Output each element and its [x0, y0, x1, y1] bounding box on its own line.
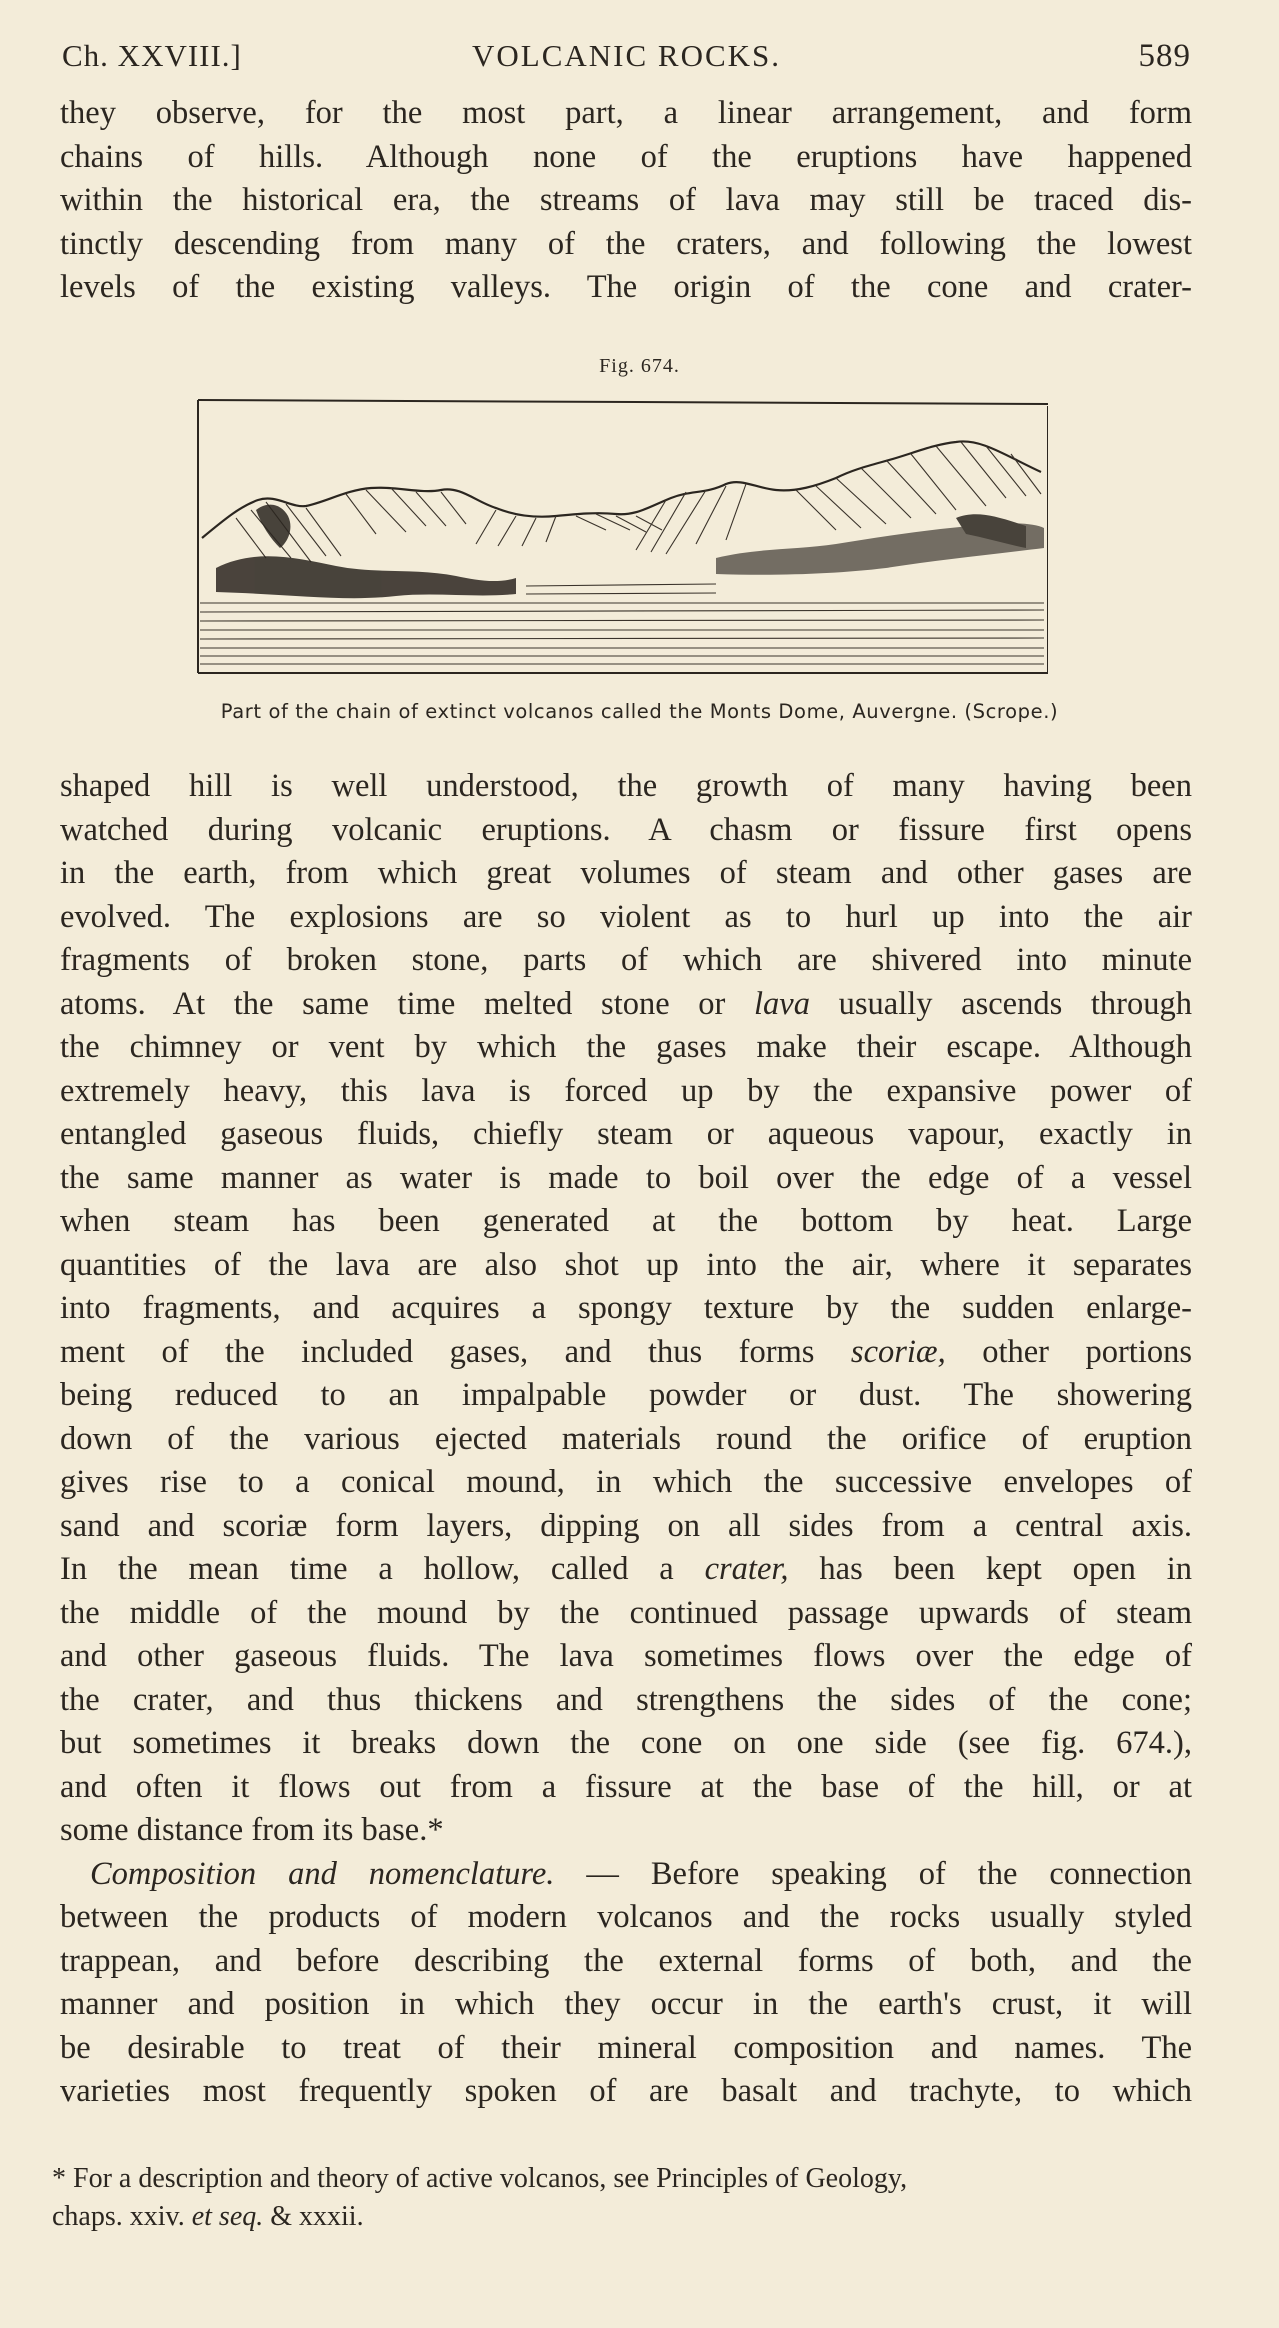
italic-term: et seq. [191, 2201, 264, 2232]
figure-label: Fig. 674. [599, 355, 680, 377]
text-line: the same manner as water is made to boil over the edge of a vessel [60, 1159, 1192, 1196]
text-line: the middle of the mound by the continued passage upwards of steam [60, 1594, 1192, 1631]
italic-term: scoriæ, [850, 1333, 946, 1370]
section-title: VOLCANIC ROCKS. [471, 38, 782, 73]
text-line [60, 1548, 1192, 1592]
text-line: levels of the existing valleys. The origin of the cone and crater- [60, 269, 1192, 305]
text-line: quantities of the lava are also shot up into the air, where it separates [60, 1246, 1192, 1283]
text-line: be desirable to treat of their mineral composition and names. The [60, 2029, 1192, 2066]
paragraph-main [60, 765, 1192, 2114]
text-line: extremely heavy, this lava is forced up by the expansive power of [60, 1072, 1192, 1109]
text-line: and often it flows out from a fissure at the base of the hill, or at [60, 1768, 1192, 1805]
text-line [60, 1853, 1192, 1897]
text-run: atoms. At the same time melted stone or [60, 985, 755, 1022]
text-line: gives rise to a conical mound, in which the successive envelopes of [60, 1464, 1192, 1500]
text-line: sand and scoriæ form layers, dipping on all sides from a central axis. [60, 1507, 1192, 1544]
text-line: watched during volcanic eruptions. A chasm or fissure first opens [60, 811, 1192, 848]
text-line: in the earth, from which great volumes of steam and other gases are [60, 855, 1192, 891]
text-line: trappean, and before describing the external forms of both, and the [60, 1942, 1192, 1979]
figure-engraving [196, 398, 1048, 680]
footnote-line: * For a description and theory of active volcanos, see Principles of Geology, [52, 2163, 908, 2194]
text-line: manner and position in which they occur in the earth's crust, it will [60, 1986, 1192, 2022]
text-run: chaps. xxiv. [52, 2201, 192, 2232]
text-line: the chimney or vent by which the gases make their escape. Although [60, 1029, 1192, 1065]
forest-bands [216, 505, 1044, 599]
text-run: — Before speaking of the connection [554, 1855, 1193, 1892]
text-line: they observe, for the most part, a linear arrangement, and form [60, 95, 1192, 131]
text-line [60, 1331, 1192, 1375]
chapter-heading: Ch. XXVIII.] [62, 38, 242, 73]
text-line: the crater, and thus thickens and strengthens the sides of the cone; [60, 1681, 1192, 1718]
text-line: varieties most frequently spoken of are basalt and trachyte, to which [60, 2073, 1192, 2109]
text-line: into fragments, and acquires a spongy texture by the sudden enlarge- [60, 1290, 1192, 1326]
text-line: being reduced to an impalpable powder or dust. The showering [60, 1377, 1192, 1413]
page-number: 589 [1138, 38, 1191, 74]
text-run: In the mean time a hollow, called a [60, 1551, 705, 1587]
text-line [60, 983, 1192, 1027]
footnote [52, 2160, 1192, 2236]
section-heading: Composition and nomenclature. [90, 1855, 555, 1892]
italic-term: crater, [704, 1551, 789, 1587]
text-run: & xxxii. [263, 2201, 364, 2232]
footnote-line [52, 2198, 1192, 2236]
text-line: when steam has been generated at the bottom by heat. Large [60, 1203, 1192, 1239]
text-line: some distance from its base.* [60, 1812, 444, 1848]
text-line: chains of hills. Although none of the eruptions have happened [60, 138, 1192, 175]
text-run: ment of the included gases, and thus forms [60, 1333, 851, 1370]
text-line: tinctly descending from many of the craters, and following the lowest [60, 225, 1192, 262]
running-head [62, 38, 1191, 78]
text-line: shaped hill is well understood, the growth of many having been [60, 768, 1192, 804]
text-line: down of the various ejected materials round the orifice of eruption [60, 1420, 1192, 1457]
text-line: entangled gaseous fluids, chiefly steam or aqueous vapour, exactly in [60, 1116, 1192, 1152]
text-run: usually ascends through [810, 985, 1193, 1022]
italic-term: lava [754, 985, 810, 1022]
text-run: has been kept open in [788, 1551, 1192, 1587]
text-run: other portions [945, 1333, 1192, 1370]
text-line: evolved. The explosions are so violent as to hurl up into the air [60, 898, 1192, 935]
text-line: between the products of modern volcanos and the rocks usually styled [60, 1899, 1192, 1935]
mountain-ridge [202, 441, 1041, 538]
text-line: and other gaseous fluids. The lava sometimes flows over the edge of [60, 1638, 1192, 1674]
paragraph-top [60, 92, 1192, 310]
text-line: fragments of broken stone, parts of which are shivered into minute [60, 942, 1192, 978]
figure-caption: Part of the chain of extinct volcanos called the Monts Dome, Auvergne. (Scrope.) [220, 700, 1059, 723]
text-line: but sometimes it breaks down the cone on one side (see fig. 674.), [60, 1725, 1192, 1761]
text-line: within the historical era, the streams of lava may still be traced dis- [60, 182, 1192, 218]
